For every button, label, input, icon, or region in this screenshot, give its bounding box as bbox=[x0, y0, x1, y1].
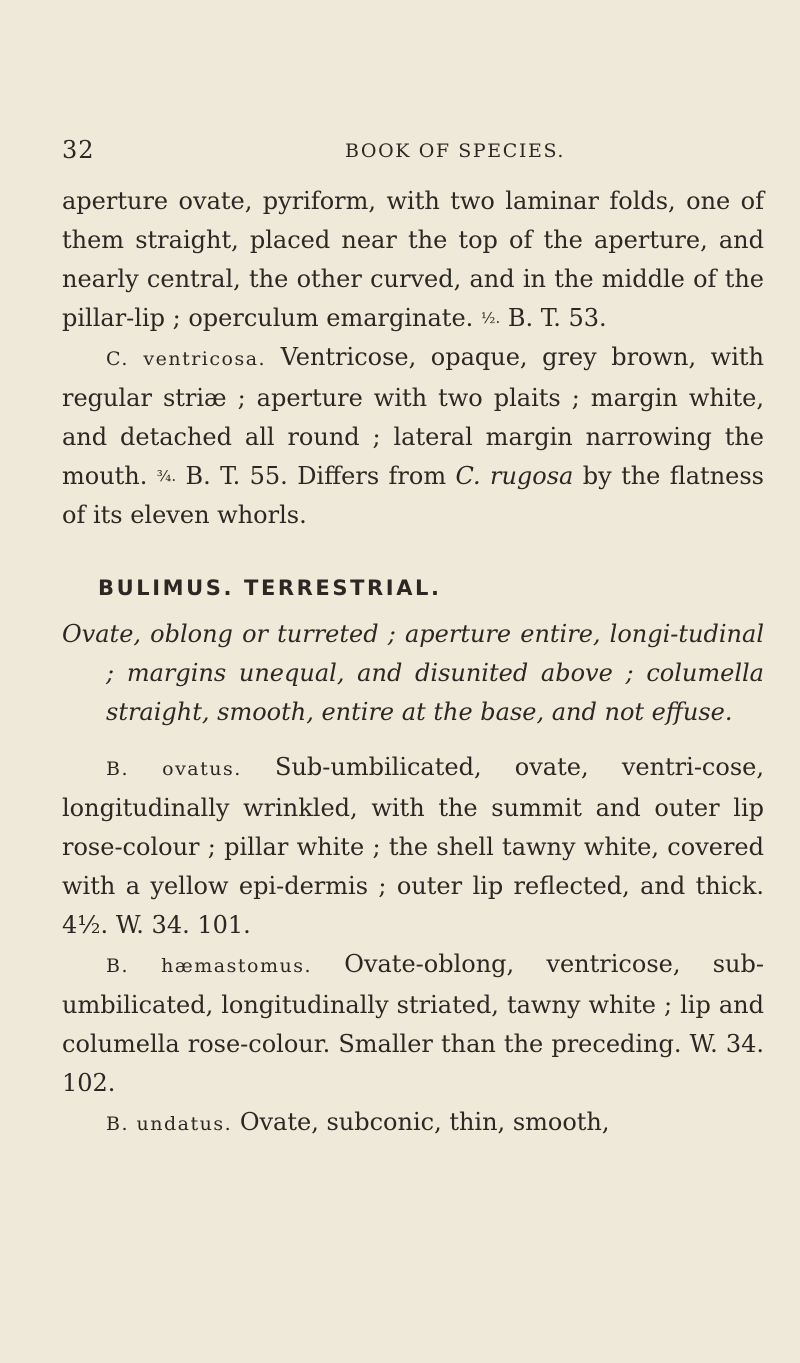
paragraph-continuation bbox=[62, 182, 764, 338]
species-entry-haemastomus bbox=[62, 945, 764, 1103]
continuation-text: aperture ovate, pyriform, with two laminar folds, one of them straight, placed near the top of the aperture, and nearly central, the other curved, and in the middle of the pillar-lip ; operculum emarginate. bbox=[62, 187, 764, 332]
species-description: Ventricose, opaque, grey brown, with regular striæ ; aperture with two plaits ; margin white, and detached all round ; lateral margin narrowing the mouth. bbox=[62, 343, 764, 490]
section-heading: BULIMUS. TERRESTRIAL. bbox=[98, 576, 442, 600]
species-label: B. undatus. bbox=[106, 1113, 233, 1135]
species-label: C. ventricosa. bbox=[106, 348, 267, 370]
plate-reference: B. T. 55. bbox=[185, 462, 288, 490]
size-fraction: ½. bbox=[480, 309, 501, 327]
species-description: Sub-umbilicated, ovate, ventri-cose, longitudinally wrinkled, with the summit and outer lip rose-colour ; pillar white ; the shell tawny white, covered with a yellow epi-dermis ; outer lip reflected, and thick. bbox=[62, 753, 764, 900]
plate-reference: W. 34. 102. bbox=[62, 1030, 764, 1097]
running-head: BOOK OF SPECIES. bbox=[345, 140, 566, 162]
species-entry-ovatus bbox=[62, 748, 764, 945]
species-entry-ventricosa bbox=[62, 338, 764, 535]
genus-diagnosis: Ovate, oblong or turreted ; aperture entire, longi-tudinal ; margins unequal, and disunited above ; columella straight, smooth, entire at the base, and not effuse. bbox=[62, 620, 764, 726]
size-fraction: ¾. bbox=[156, 467, 177, 485]
species-entry-undatus bbox=[62, 1103, 764, 1144]
species-description: Ovate, subconic, thin, smooth, bbox=[239, 1108, 610, 1136]
page-body bbox=[62, 182, 764, 1144]
page-header bbox=[62, 136, 760, 166]
plate-reference: B. T. 53. bbox=[507, 304, 607, 332]
size-fraction: 4½. bbox=[62, 911, 109, 939]
page-number: 32 bbox=[62, 136, 95, 164]
species-label: B. ovatus. bbox=[106, 758, 242, 780]
plate-reference: W. 34. 101. bbox=[115, 911, 251, 939]
species-description: Ovate-oblong, ventricose, sub-umbilicated, longitudinally striated, tawny white ; lip and columella rose-colour. Smaller than the preceding. bbox=[62, 950, 764, 1058]
species-label: B. hæmastomus. bbox=[106, 955, 312, 977]
species-note: Differs from bbox=[297, 462, 447, 490]
species-note-end: by the flatness of its eleven whorls. bbox=[62, 462, 764, 529]
species-note-italic: C. rugosa bbox=[455, 462, 574, 490]
